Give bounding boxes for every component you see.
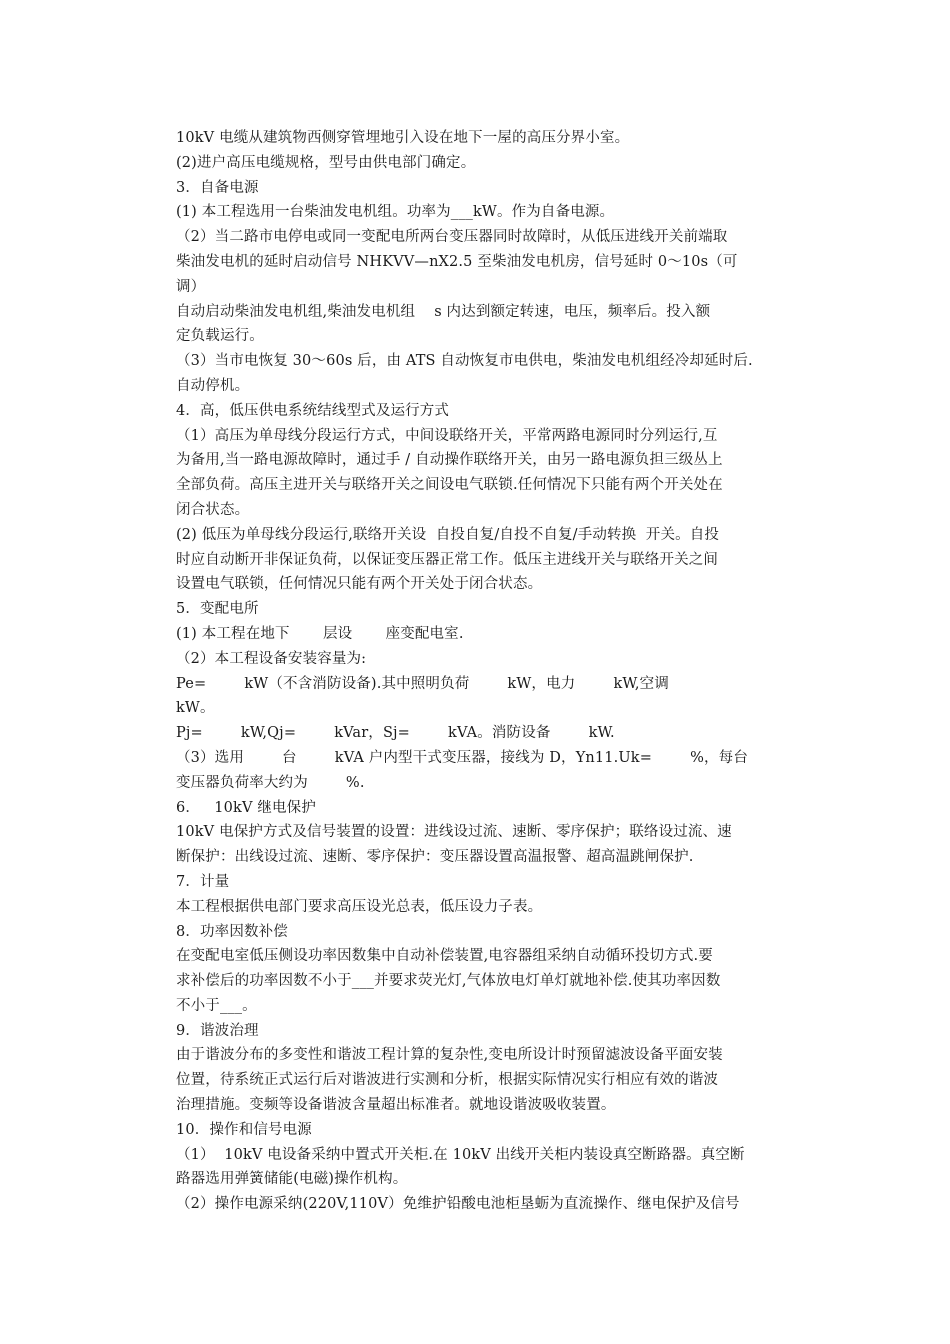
text-line: 自动启动柴油发电机组,柴油发电机组 s 内达到额定转速，电压，频率后。投入额 [176, 303, 711, 320]
section-heading: 4．高，低压供电系统结线型式及运行方式 [176, 402, 450, 419]
text-line: 全部负荷。高压主进开关与联络开关之间设电气联锁.任何情况下只能有两个开关处在 [176, 477, 723, 494]
text-line: （2）操作电源采纳(220V,110V）免维护铅酸电池柜垦蛎为直流操作、继电保护及信号 [176, 1196, 740, 1213]
text-line: 路器选用弹簧储能(电磁)操作机构。 [176, 1171, 408, 1188]
text-line: 调） [176, 278, 206, 295]
text-line: (1) 本工程选用一台柴油发电机组。功率为___kW。作为自备电源。 [176, 204, 615, 221]
text-line: 为备用,当一路电源故障时，通过手 / 自动操作联络开关，由另一路电源负担三级丛上 [176, 452, 723, 469]
section-heading: 10．操作和信号电源 [176, 1121, 312, 1138]
text-line: 不小于___。 [176, 997, 257, 1014]
document-body [176, 126, 816, 1217]
text-line: （1）高压为单母线分段运行方式，中间设联络开关，平常两路电源同时分列运行,互 [176, 427, 718, 444]
text-line: （1） 10kV 电设备采纳中置式开关柜.在 10kV 出线开关柜内装设真空断路器。真空断 [176, 1146, 745, 1163]
text-line: （3）选用 台 kVA 户内型干式变压器，接线为 D，Yn11.Uk= %，每台 [176, 749, 748, 766]
text-line: 时应自动断开非保证负荷，以保证变压器正常工作。低压主进线开关与联络开关之间 [176, 551, 719, 568]
section-heading: 9．谐波治理 [176, 1022, 259, 1039]
section-heading: 5．变配电所 [176, 601, 259, 618]
text-line: 位置，待系统正式运行后对谐波进行实测和分析，根据实际情况实行相应有效的谐波 [176, 1072, 719, 1089]
text-line: Pe= kW（不含消防设备).其中照明负荷 kW，电力 kW,空调 [176, 675, 669, 692]
text-line: 10kV 电缆从建筑物西侧穿管埋地引入设在地下一屋的高压分界小室。 [176, 130, 630, 146]
text-line: kW。 [176, 700, 215, 717]
text-line: 治理措施。变频等设备谐波含量超出标准者。就地设谐波吸收装置。 [176, 1097, 616, 1114]
section-heading: 3．自备电源 [176, 179, 259, 196]
text-line: （2）本工程设备安装容量为: [176, 650, 367, 667]
text-line: 10kV 电保护方式及信号装置的设置：进线设过流、速断、零序保护；联络设过流、速 [176, 824, 732, 841]
text-line: 本工程根据供电部门要求高压设光总表，低压设力子表。 [176, 898, 543, 915]
section-heading: 8．功率因数补偿 [176, 923, 288, 940]
text-line: 由于谐波分布的多变性和谐波工程计算的复杂性,变电所设计时预留滤波设备平面安装 [176, 1047, 723, 1064]
text-line: Pj= kW,Qj= kVar，Sj= kVA。消防设备 kW. [176, 725, 615, 742]
text-line: (1) 本工程在地下 层设 座变配电室. [176, 625, 464, 642]
section-heading: 6． 10kV 继电保护 [176, 799, 316, 816]
text-line: 在变配电室低压侧设功率因数集中自动补偿装置,电容器组采纳自动循环投切方式.要 [176, 948, 713, 965]
text-line: (2)进户高压电缆规格，型号由供电部门确定。 [176, 154, 476, 171]
text-line: 变压器负荷率大约为 %. [176, 774, 365, 791]
text-line: 自动停机。 [176, 377, 250, 394]
text-line: 闭合状态。 [176, 501, 250, 518]
text-line: 定负载运行。 [176, 328, 264, 345]
text-line: （2）当二路市电停电或同一变配电所两台变压器同时故障时，从低压进线开关前端取 [176, 229, 728, 246]
text-line: 求补偿后的功率因数不小于___并要求荧光灯,气体放电灯单灯就地补偿.使其功率因数 [176, 973, 721, 990]
text-line: 设置电气联锁，任何情况只能有两个开关处于闭合状态。 [176, 576, 543, 593]
section-heading: 7．计量 [176, 873, 230, 890]
text-line: 断保护：出线设过流、速断、零序保护：变压器设置高温报警、超高温跳闸保护. [176, 849, 694, 866]
text-line: 柴油发电机的延时启动信号 NHKVV—nX2.5 至柴油发电机房，信号延时 0～10s（可 [176, 253, 738, 270]
text-line: （3）当市电恢复 30～60s 后，由 ATS 自动恢复市电供电，柴油发电机组经冷却延时后. [176, 353, 753, 370]
text-line: (2) 低压为单母线分段运行,联络开关设 自投自复/自投不自复/手动转换 开关。自投 [176, 526, 720, 543]
